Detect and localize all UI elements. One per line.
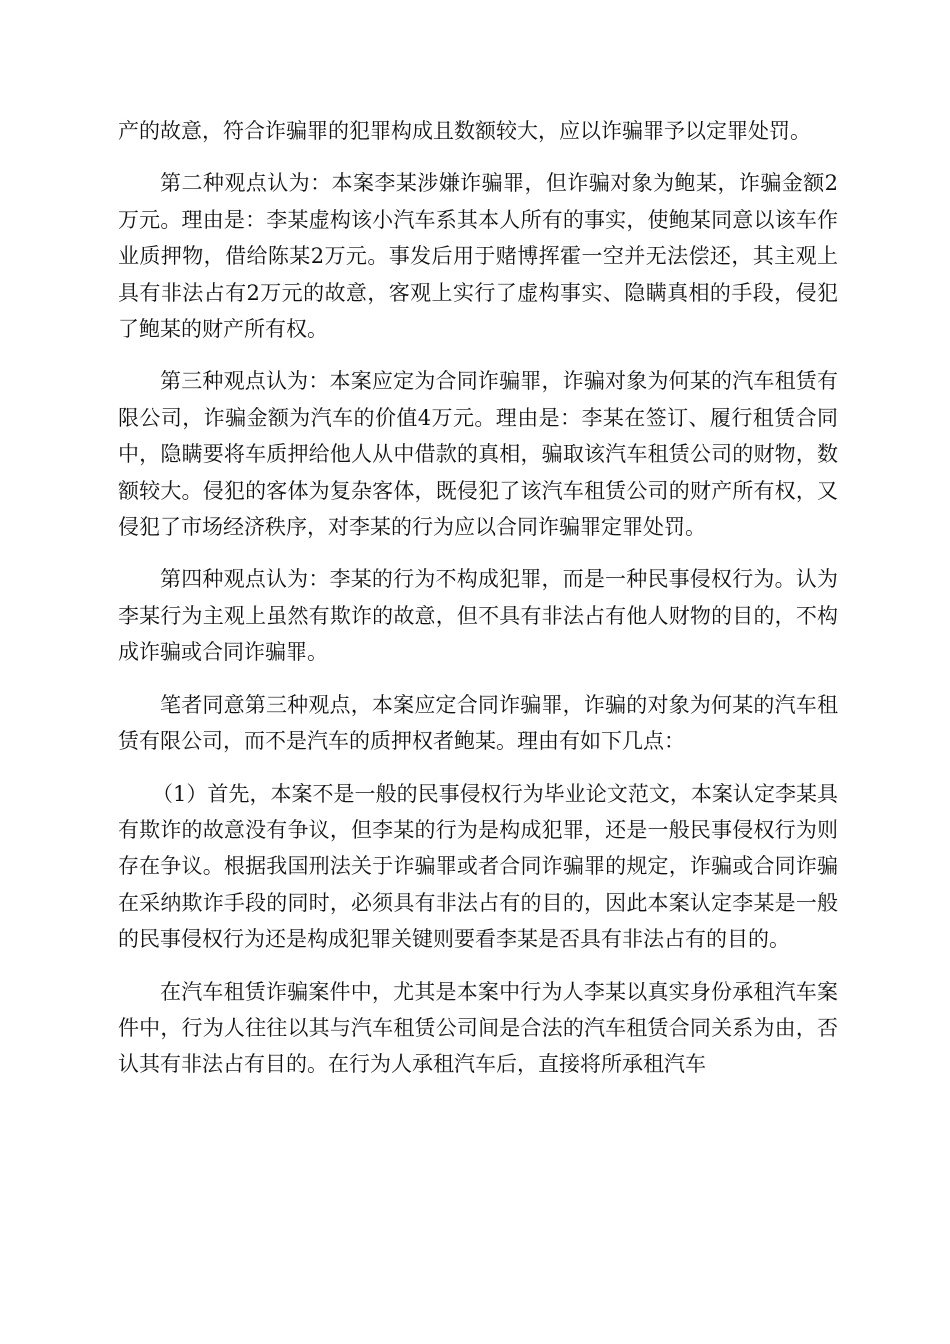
paragraph-author-opinion: 笔者同意第三种观点，本案应定合同诈骗罪，诈骗的对象为何某的汽车租赁有限公司，而不是汽车的质押权者鲍某。理由有如下几点： [118,692,838,754]
paragraph-second-view: 第二种观点认为：本案李某涉嫌诈骗罪，但诈骗对象为鲍某，诈骗金额2万元。理由是：李某虚构该小汽车系其本人所有的事实，使鲍某同意以该车作业质押物，借给陈某2万元。事发后用于赌博挥霍一空并无法偿还，其主观上具有非法占有2万元的故意，客观上实行了虚构事实、隐瞒真相的手段，侵犯了鲍某的财产所有权。 [118,171,838,342]
document-body [118,113,838,1099]
paragraph-fourth-view: 第四种观点认为：李某的行为不构成犯罪，而是一种民事侵权行为。认为李某行为主观上虽然有欺诈的故意，但不具有非法占有他人财物的目的，不构成诈骗或合同诈骗罪。 [118,567,838,665]
paragraph-car-rental-fraud: 在汽车租赁诈骗案件中，尤其是本案中行为人李某以真实身份承租汽车案件中，行为人往往以其与汽车租赁公司间是合法的汽车租赁合同关系为由，否认其有非法占有目的。在行为人承租汽车后，直接将所承租汽车 [118,979,838,1077]
paragraph-continuation: 产的故意，符合诈骗罪的犯罪构成且数额较大，应以诈骗罪予以定罪处罚。 [118,119,811,143]
paragraph-third-view: 第三种观点认为：本案应定为合同诈骗罪，诈骗对象为何某的汽车租赁有限公司，诈骗金额为汽车的价值4万元。理由是：李某在签订、履行租赁合同中，隐瞒要将车质押给他人从中借款的真相，骗取该汽车租赁公司的财物，数额较大。侵犯的客体为复杂客体，既侵犯了该汽车租赁公司的财产所有权，又侵犯了市场经济秩序，对李某的行为应以合同诈骗罪定罪处罚。 [118,369,838,540]
paragraph-point-1: （1）首先，本案不是一般的民事侵权行为毕业论文范文，本案认定李某具有欺诈的故意没有争议，但李某的行为是构成犯罪，还是一般民事侵权行为则存在争议。根据我国刑法关于诈骗罪或者合同诈骗罪的规定，诈骗或合同诈骗在采纳欺诈手段的同时，必须具有非法占有的目的，因此本案认定李某是一般的民事侵权行为还是构成犯罪关键则要看李某是否具有非法占有的目的。 [118,781,838,952]
